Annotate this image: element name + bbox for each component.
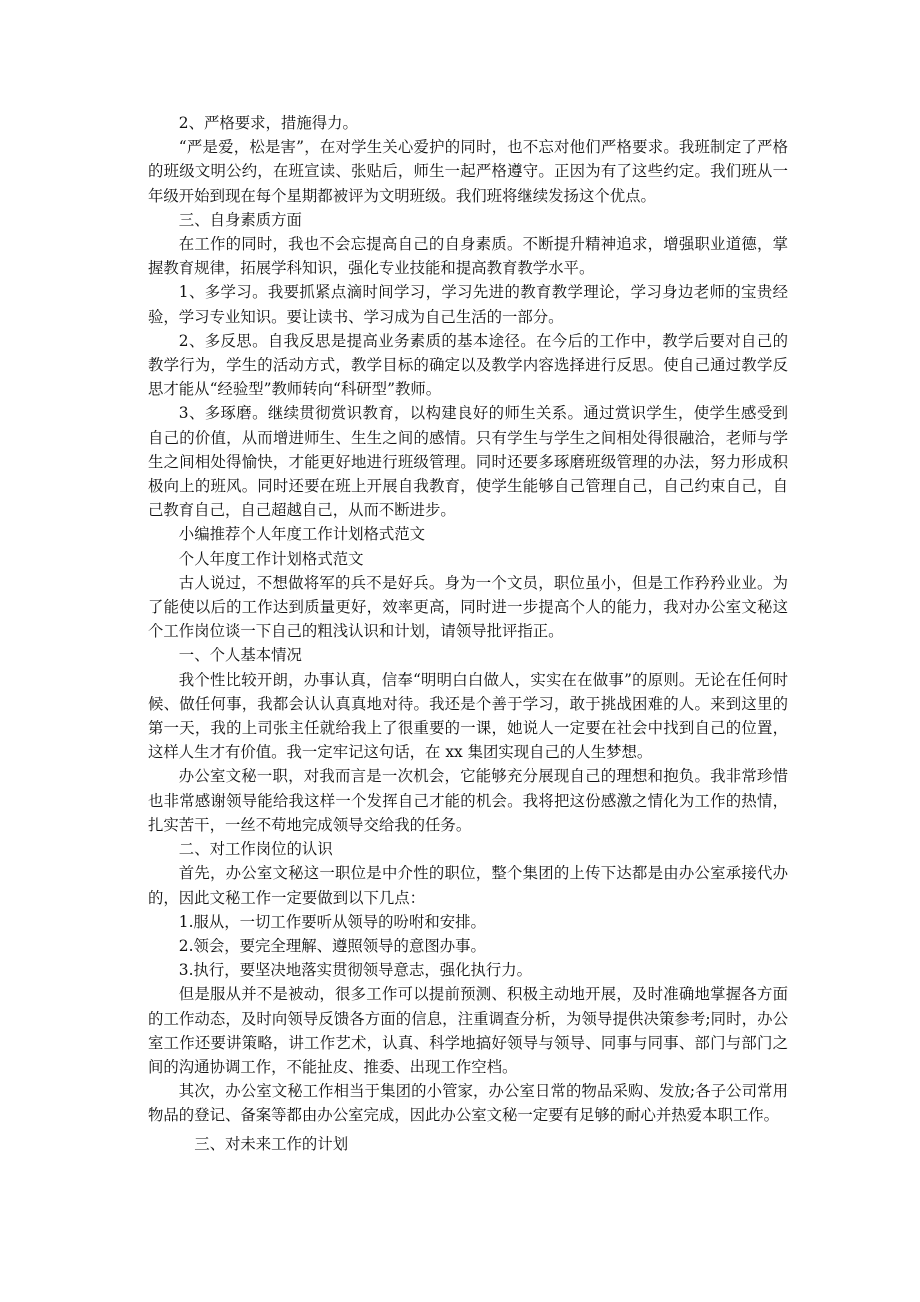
paragraph: 但是服从并不是被动，很多工作可以提前预测、积极主动地开展，及时准确地掌握各方面的工作动态，及时向领导反馈各方面的信息，注重调查分析，为领导提供决策参考;同时，办公室工作还要讲策略，讲工作艺术，认真、科学地搞好领导与领导、同事与同事、部门与部门之间的沟通协调工作，不能扯皮、推委、出现工作空档。	[148, 985, 788, 1076]
paragraph: 在工作的同时，我也不会忘提高自己的自身素质。不断提升精神追求，增强职业道德，掌握教育规律，拓展学科知识，强化专业技能和提高教育教学水平。	[148, 235, 788, 278]
paragraph: 办公室文秘一职，对我而言是一次机会，它能够充分展现自己的理想和抱负。我非常珍惜也非常感谢领导能给我这样一个发挥自己才能的机会。我将把这份感激之情化为工作的热情，扎实苦干，一丝不苟地完成领导交给我的任务。	[148, 767, 788, 834]
list-item: 1.服从，一切工作要听从领导的吩咐和安排。	[178, 912, 486, 931]
paragraph: 首先，办公室文秘这一职位是中介性的职位，整个集团的上传下达都是由办公室承接代办的，因此文秘工作一定要做到以下几点：	[148, 864, 788, 907]
section-heading: 2、严格要求，措施得力。	[178, 114, 358, 132]
list-item: 3.执行，要坚决地落实贯彻领导意志，强化执行力。	[178, 961, 533, 980]
paragraph: 2、多反思。自我反思是提高业务素质的基本途径。在今后的工作中，教学后要对自己的教学行为，学生的活动方式，教学目标的确定以及教学内容选择进行反思。使自己通过教学反思才能从“经验型”教师转向“科研型”教师。	[148, 331, 788, 399]
paragraph: 其次，办公室文秘工作相当于集团的小管家，办公室日常的物品采购、发放;各子公司常用物品的登记、备案等都由办公室完成，因此办公室文秘一定要有足够的耐心并热爱本职工作。	[148, 1082, 788, 1125]
section-heading: 二、对工作岗位的认识	[178, 840, 333, 859]
paragraph: 1、多学习。我要抓紧点滴时间学习，学习先进的教育教学理论，学习身边老师的宝贵经验，学习专业知识。要让读书、学习成为自己生活的一部分。	[148, 283, 788, 326]
section-heading: 三、对未来工作的计划	[194, 1134, 349, 1153]
list-item: 2.领会，要完全理解、遵照领导的意图办事。	[178, 936, 486, 955]
article-title: 个人年度工作计划格式范文	[178, 549, 364, 568]
paragraph: 3、多琢磨。继续贯彻赏识教育，以构建良好的师生关系。通过赏识学生，使学生感受到自己的价值，从而增进师生、生生之间的感情。只有学生与学生之间相处得很融洽，老师与学生之间相处得愉快，才能更好地进行班级管理。同时还要多琢磨班级管理的办法，努力形成积极向上的班风。同时还要在班上开展自我教育，使学生能够自己管理自己，自己约束自己，自己教育自己，自己超越自己，从而不断进步。	[148, 404, 788, 520]
section-heading: 一、个人基本情况	[178, 646, 302, 665]
section-heading: 三、自身素质方面	[178, 210, 302, 229]
recommendation-line: 小编推荐个人年度工作计划格式范文	[178, 525, 426, 544]
document-page	[148, 111, 788, 1156]
paragraph: 我个性比较开朗，办事认真，信奉“明明白白做人，实实在在做事”的原则。无论在任何时候、做任何事，我都会认认真真地对待。我还是个善于学习，敢于挑战困难的人。来到这里的第一天，我的上司张主任就给我上了很重要的一课，她说人一定要在社会中找到自己的位置，这样人生才有价值。我一定牢记这句话，在 xx 集团实现自己的人生梦想。	[148, 670, 788, 762]
paragraph: “严是爱，松是害”，在对学生关心爱护的同时，也不忘对他们严格要求。我班制定了严格的班级文明公约，在班宣读、张贴后，师生一起严格遵守。正因为有了这些约定。我们班从一年级开始到现在每个星期都被评为文明班级。我们班将继续发扬这个优点。	[148, 138, 788, 205]
paragraph: 古人说过，不想做将军的兵不是好兵。身为一个文员，职位虽小，但是工作矜矜业业。为了能使以后的工作达到质量更好，效率更高，同时进一步提高个人的能力，我对办公室文秘这个工作岗位谈一下自己的粗浅认识和计划，请领导批评指正。	[148, 573, 788, 641]
